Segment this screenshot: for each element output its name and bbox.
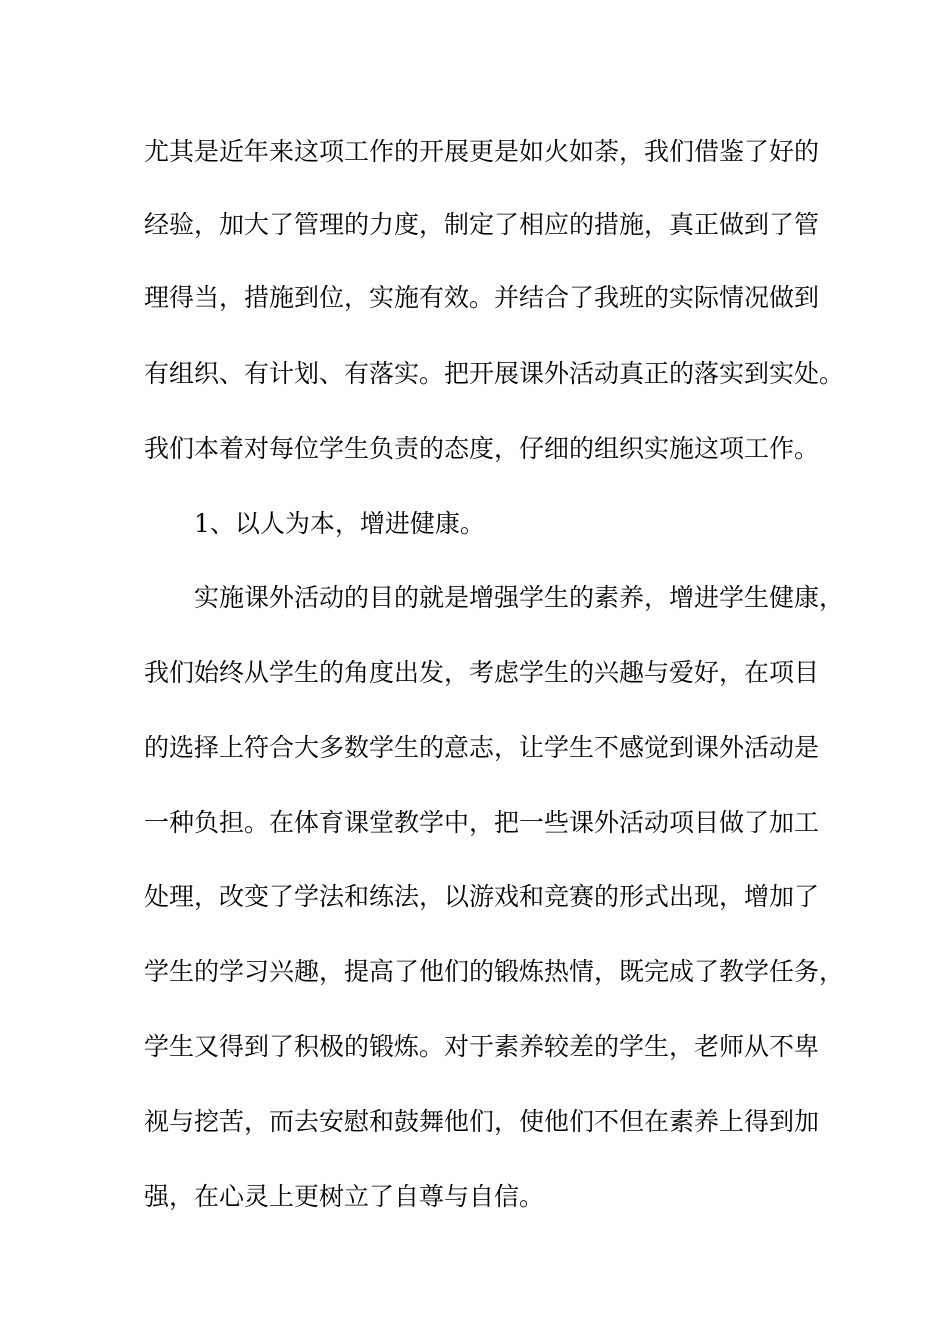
text-line-8: 我们始终从学生的角度出发，考虑学生的兴趣与爱好，在项目 [144, 658, 820, 687]
text-line-7: 实施课外活动的目的就是增强学生的素养，增进学生健康， [194, 583, 845, 612]
text-line-14: 视与挖苦，而去安慰和鼓舞他们，使他们不但在素养上得到加 [144, 1107, 820, 1136]
text-line-9: 的选择上符合大多数学生的意志，让学生不感觉到课外活动是 [144, 733, 820, 762]
section-heading: 1、以人为本，增进健康。 [194, 509, 485, 538]
text-line-1: 尤其是近年来这项工作的开展更是如火如荼，我们借鉴了好的 [144, 137, 820, 166]
text-line-5: 我们本着对每位学生负责的态度，仔细的组织实施这项工作。 [144, 434, 820, 463]
text-line-12: 学生的学习兴趣，提高了他们的锻炼热情，既完成了教学任务， [144, 957, 845, 986]
text-line-4: 有组织、有计划、有落实。把开展课外活动真正的落实到实处。 [144, 359, 845, 388]
text-line-2: 经验，加大了管理的力度，制定了相应的措施，真正做到了管 [144, 210, 820, 239]
text-line-3: 理得当，措施到位，实施有效。并结合了我班的实际情况做到 [144, 283, 820, 312]
text-line-11: 处理，改变了学法和练法，以游戏和竞赛的形式出现，增加了 [144, 882, 820, 911]
text-line-15: 强，在心灵上更树立了自尊与自信。 [144, 1182, 545, 1211]
text-line-10: 一种负担。在体育课堂教学中，把一些课外活动项目做了加工 [144, 808, 820, 837]
text-line-13: 学生又得到了积极的锻炼。对于素养较差的学生，老师从不卑 [144, 1032, 820, 1061]
